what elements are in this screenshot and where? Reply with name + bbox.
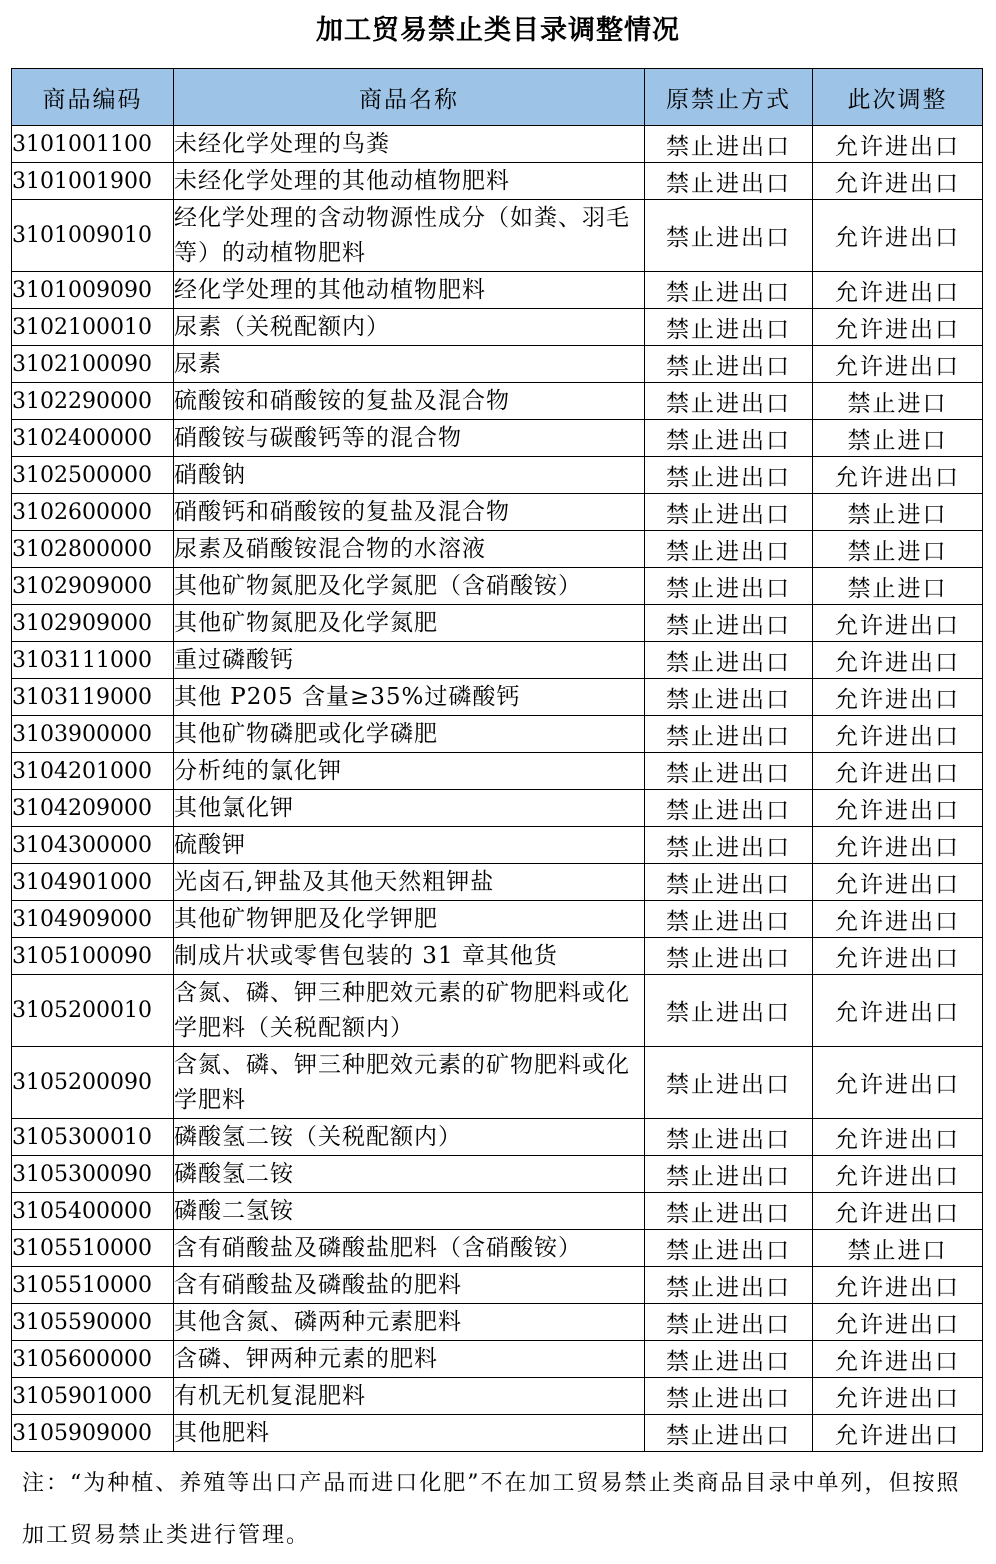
cell-adjustment: 允许进出口 <box>813 1415 983 1452</box>
cell-name: 其他肥料 <box>174 1415 645 1452</box>
cell-original-restriction: 禁止进出口 <box>645 975 813 1047</box>
cell-adjustment: 允许进出口 <box>813 1267 983 1304</box>
table-row <box>12 790 983 827</box>
cell-code: 3102290000 <box>12 383 174 420</box>
cell-adjustment: 允许进出口 <box>813 1156 983 1193</box>
cell-name: 其他氯化钾 <box>174 790 645 827</box>
cell-original-restriction: 禁止进出口 <box>645 457 813 494</box>
cell-name: 硝酸铵与碳酸钙等的混合物 <box>174 420 645 457</box>
cell-adjustment: 允许进出口 <box>813 1378 983 1415</box>
cell-name: 硝酸钙和硝酸铵的复盐及混合物 <box>174 494 645 531</box>
table-header <box>12 69 983 126</box>
cell-name: 磷酸氢二铵（关税配额内） <box>174 1119 645 1156</box>
cell-code: 3105510000 <box>12 1267 174 1304</box>
cell-name: 含有硝酸盐及磷酸盐肥料（含硝酸铵） <box>174 1230 645 1267</box>
cell-code: 3102100010 <box>12 309 174 346</box>
cell-code: 3101009010 <box>12 200 174 272</box>
footnote: 注：“为种植、养殖等出口产品而进口化肥”不在加工贸易禁止类商品目录中单列，但按照加工贸易禁止类进行管理。 <box>22 1471 961 1548</box>
cell-adjustment: 允许进出口 <box>813 346 983 383</box>
cell-adjustment: 允许进出口 <box>813 272 983 309</box>
cell-adjustment: 允许进出口 <box>813 938 983 975</box>
table-row <box>12 383 983 420</box>
table-row <box>12 568 983 605</box>
cell-code: 3104201000 <box>12 753 174 790</box>
cell-name: 光卤石,钾盐及其他天然粗钾盐 <box>174 864 645 901</box>
table-row <box>12 200 983 272</box>
cell-original-restriction: 禁止进出口 <box>645 1047 813 1119</box>
cell-name: 未经化学处理的其他动植物肥料 <box>174 163 645 200</box>
cell-original-restriction: 禁止进出口 <box>645 126 813 163</box>
header-adjustment: 此次调整 <box>813 69 983 126</box>
cell-adjustment: 允许进出口 <box>813 1341 983 1378</box>
catalog-table <box>11 68 983 1452</box>
cell-original-restriction: 禁止进出口 <box>645 420 813 457</box>
cell-code: 3102500000 <box>12 457 174 494</box>
cell-name: 其他矿物氮肥及化学氮肥 <box>174 605 645 642</box>
cell-original-restriction: 禁止进出口 <box>645 531 813 568</box>
cell-original-restriction: 禁止进出口 <box>645 864 813 901</box>
cell-adjustment: 允许进出口 <box>813 975 983 1047</box>
cell-adjustment: 禁止进口 <box>813 420 983 457</box>
cell-code: 3103111000 <box>12 642 174 679</box>
cell-name: 尿素及硝酸铵混合物的水溶液 <box>174 531 645 568</box>
header-name: 商品名称 <box>174 69 645 126</box>
cell-original-restriction: 禁止进出口 <box>645 272 813 309</box>
cell-code: 3104909000 <box>12 901 174 938</box>
cell-adjustment: 允许进出口 <box>813 753 983 790</box>
cell-code: 3102600000 <box>12 494 174 531</box>
cell-name: 重过磷酸钙 <box>174 642 645 679</box>
cell-name: 其他 P205 含量≥35%过磷酸钙 <box>174 679 645 716</box>
cell-adjustment: 禁止进口 <box>813 568 983 605</box>
cell-original-restriction: 禁止进出口 <box>645 642 813 679</box>
cell-adjustment: 允许进出口 <box>813 1119 983 1156</box>
cell-name: 磷酸氢二铵 <box>174 1156 645 1193</box>
cell-adjustment: 禁止进口 <box>813 1230 983 1267</box>
table-row <box>12 938 983 975</box>
cell-code: 3105200010 <box>12 975 174 1047</box>
table-row <box>12 605 983 642</box>
cell-name: 分析纯的氯化钾 <box>174 753 645 790</box>
header-row <box>12 69 983 126</box>
cell-original-restriction: 禁止进出口 <box>645 1341 813 1378</box>
table-row <box>12 1378 983 1415</box>
cell-adjustment: 允许进出口 <box>813 901 983 938</box>
cell-adjustment: 禁止进口 <box>813 531 983 568</box>
cell-code: 3105200090 <box>12 1047 174 1119</box>
table-row <box>12 1230 983 1267</box>
cell-name: 含磷、钾两种元素的肥料 <box>174 1341 645 1378</box>
table-row <box>12 975 983 1047</box>
table-row <box>12 1119 983 1156</box>
table-row <box>12 457 983 494</box>
cell-name: 尿素（关税配额内） <box>174 309 645 346</box>
cell-original-restriction: 禁止进出口 <box>645 1304 813 1341</box>
cell-name: 含氮、磷、钾三种肥效元素的矿物肥料或化学肥料 <box>174 1047 645 1119</box>
document-title: 加工贸易禁止类目录调整情况 <box>316 15 680 46</box>
table-row <box>12 716 983 753</box>
cell-code: 3102400000 <box>12 420 174 457</box>
cell-name: 含氮、磷、钾三种肥效元素的矿物肥料或化学肥料（关税配额内） <box>174 975 645 1047</box>
cell-code: 3105400000 <box>12 1193 174 1230</box>
cell-name: 其他矿物氮肥及化学氮肥（含硝酸铵） <box>174 568 645 605</box>
cell-code: 3105909000 <box>12 1415 174 1452</box>
cell-original-restriction: 禁止进出口 <box>645 605 813 642</box>
cell-name: 未经化学处理的鸟粪 <box>174 126 645 163</box>
cell-adjustment: 允许进出口 <box>813 163 983 200</box>
table-row <box>12 494 983 531</box>
table-row <box>12 901 983 938</box>
table-row <box>12 1341 983 1378</box>
cell-adjustment: 允许进出口 <box>813 126 983 163</box>
table-row <box>12 753 983 790</box>
cell-original-restriction: 禁止进出口 <box>645 309 813 346</box>
header-code: 商品编码 <box>12 69 174 126</box>
cell-name: 有机无机复混肥料 <box>174 1378 645 1415</box>
cell-adjustment: 允许进出口 <box>813 716 983 753</box>
cell-adjustment: 允许进出口 <box>813 309 983 346</box>
cell-code: 3102909000 <box>12 568 174 605</box>
table-row <box>12 864 983 901</box>
table-row <box>12 309 983 346</box>
table-row <box>12 126 983 163</box>
cell-original-restriction: 禁止进出口 <box>645 200 813 272</box>
cell-original-restriction: 禁止进出口 <box>645 938 813 975</box>
cell-adjustment: 允许进出口 <box>813 1304 983 1341</box>
cell-original-restriction: 禁止进出口 <box>645 753 813 790</box>
table-row <box>12 1267 983 1304</box>
cell-code: 3101001100 <box>12 126 174 163</box>
table-row <box>12 1156 983 1193</box>
table-row <box>12 642 983 679</box>
cell-original-restriction: 禁止进出口 <box>645 679 813 716</box>
cell-original-restriction: 禁止进出口 <box>645 1415 813 1452</box>
cell-adjustment: 允许进出口 <box>813 1047 983 1119</box>
cell-original-restriction: 禁止进出口 <box>645 568 813 605</box>
cell-code: 3105590000 <box>12 1304 174 1341</box>
cell-code: 3103119000 <box>12 679 174 716</box>
cell-code: 3105300090 <box>12 1156 174 1193</box>
table-row <box>12 679 983 716</box>
cell-adjustment: 允许进出口 <box>813 1193 983 1230</box>
cell-code: 3102100090 <box>12 346 174 383</box>
cell-name: 经化学处理的含动物源性成分（如粪、羽毛等）的动植物肥料 <box>174 200 645 272</box>
cell-original-restriction: 禁止进出口 <box>645 1193 813 1230</box>
cell-code: 3105510000 <box>12 1230 174 1267</box>
cell-code: 3105901000 <box>12 1378 174 1415</box>
table-row <box>12 420 983 457</box>
cell-adjustment: 允许进出口 <box>813 642 983 679</box>
cell-code: 3103900000 <box>12 716 174 753</box>
cell-original-restriction: 禁止进出口 <box>645 901 813 938</box>
cell-adjustment: 允许进出口 <box>813 864 983 901</box>
cell-adjustment: 禁止进口 <box>813 494 983 531</box>
table-row <box>12 1415 983 1452</box>
table-row <box>12 163 983 200</box>
cell-code: 3101001900 <box>12 163 174 200</box>
cell-name: 磷酸二氢铵 <box>174 1193 645 1230</box>
cell-code: 3102800000 <box>12 531 174 568</box>
cell-name: 其他含氮、磷两种元素肥料 <box>174 1304 645 1341</box>
cell-adjustment: 允许进出口 <box>813 827 983 864</box>
cell-adjustment: 允许进出口 <box>813 200 983 272</box>
cell-name: 制成片状或零售包装的 31 章其他货 <box>174 938 645 975</box>
table-body <box>12 126 983 1452</box>
cell-original-restriction: 禁止进出口 <box>645 1156 813 1193</box>
cell-name: 硫酸铵和硝酸铵的复盐及混合物 <box>174 383 645 420</box>
cell-adjustment: 允许进出口 <box>813 679 983 716</box>
table-row <box>12 1047 983 1119</box>
cell-original-restriction: 禁止进出口 <box>645 827 813 864</box>
cell-original-restriction: 禁止进出口 <box>645 1267 813 1304</box>
cell-adjustment: 允许进出口 <box>813 605 983 642</box>
table-row <box>12 1304 983 1341</box>
cell-name: 含有硝酸盐及磷酸盐的肥料 <box>174 1267 645 1304</box>
cell-original-restriction: 禁止进出口 <box>645 346 813 383</box>
cell-code: 3104300000 <box>12 827 174 864</box>
cell-code: 3105300010 <box>12 1119 174 1156</box>
cell-adjustment: 允许进出口 <box>813 790 983 827</box>
cell-original-restriction: 禁止进出口 <box>645 494 813 531</box>
cell-original-restriction: 禁止进出口 <box>645 790 813 827</box>
cell-original-restriction: 禁止进出口 <box>645 163 813 200</box>
cell-adjustment: 禁止进口 <box>813 383 983 420</box>
table-row <box>12 1193 983 1230</box>
cell-code: 3104901000 <box>12 864 174 901</box>
cell-name: 硝酸钠 <box>174 457 645 494</box>
cell-original-restriction: 禁止进出口 <box>645 1230 813 1267</box>
cell-original-restriction: 禁止进出口 <box>645 716 813 753</box>
cell-original-restriction: 禁止进出口 <box>645 383 813 420</box>
cell-name: 经化学处理的其他动植物肥料 <box>174 272 645 309</box>
cell-name: 硫酸钾 <box>174 827 645 864</box>
cell-code: 3101009090 <box>12 272 174 309</box>
cell-name: 其他矿物钾肥及化学钾肥 <box>174 901 645 938</box>
cell-code: 3105600000 <box>12 1341 174 1378</box>
table-row <box>12 531 983 568</box>
cell-code: 3104209000 <box>12 790 174 827</box>
cell-original-restriction: 禁止进出口 <box>645 1119 813 1156</box>
cell-original-restriction: 禁止进出口 <box>645 1378 813 1415</box>
table-row <box>12 827 983 864</box>
table-row <box>12 272 983 309</box>
table-row <box>12 346 983 383</box>
cell-code: 3102909000 <box>12 605 174 642</box>
cell-adjustment: 允许进出口 <box>813 457 983 494</box>
header-original-restriction: 原禁止方式 <box>645 69 813 126</box>
cell-code: 3105100090 <box>12 938 174 975</box>
cell-name: 其他矿物磷肥或化学磷肥 <box>174 716 645 753</box>
cell-name: 尿素 <box>174 346 645 383</box>
